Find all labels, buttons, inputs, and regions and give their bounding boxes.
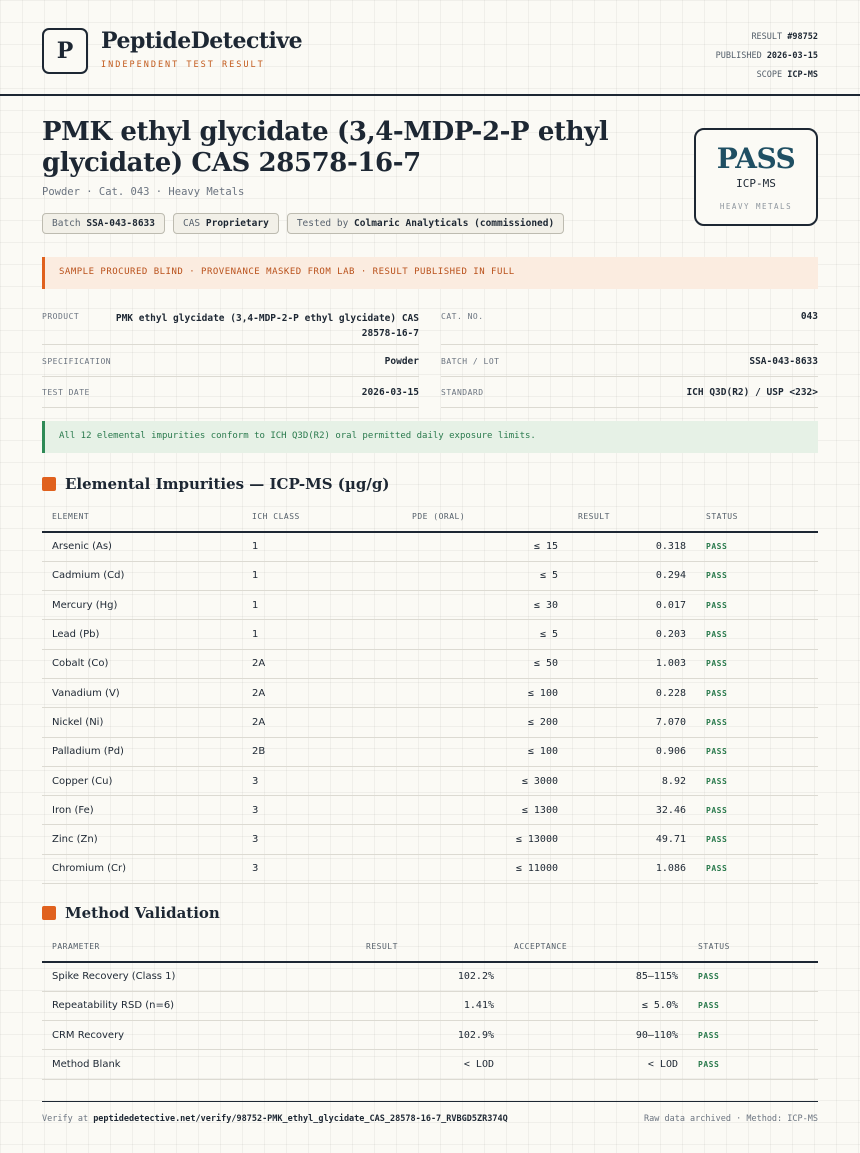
result-value: 0.906 [568, 737, 696, 766]
pde-limit: ≤ 30 [402, 591, 568, 620]
report-header [0, 0, 860, 96]
impurity-row [42, 620, 818, 649]
info-standard-value: ICH Q3D(R2) / USP <232> [686, 387, 818, 398]
brand-logo: P [42, 28, 88, 74]
tested-by-chip [287, 213, 564, 234]
report-footer [42, 1101, 818, 1124]
validation-header-row [42, 932, 818, 962]
pde-limit: ≤ 13000 [402, 825, 568, 854]
validation-heading [42, 904, 220, 922]
status-badge: PASS [696, 708, 818, 737]
ich-class: 1 [242, 532, 402, 561]
impurity-row [42, 649, 818, 678]
impurities-heading [42, 475, 389, 493]
status-badge: PASS [688, 1021, 818, 1050]
parameter-name: Spike Recovery (Class 1) [42, 962, 356, 991]
impurity-row [42, 854, 818, 883]
acceptance-range: 85–115% [504, 962, 688, 991]
info-standard [441, 377, 818, 408]
parameter-name: CRM Recovery [42, 1021, 356, 1050]
impurity-row [42, 737, 818, 766]
result-value: 32.46 [568, 796, 696, 825]
ich-class: 2A [242, 708, 402, 737]
info-product-label: PRODUCT [42, 312, 80, 321]
result-id: #98752 [787, 32, 818, 42]
archive-note: Raw data archived · Method: ICP-MS [644, 1114, 818, 1124]
info-date [42, 377, 419, 408]
pde-limit: ≤ 100 [402, 737, 568, 766]
col-ich-class: ICH CLASS [242, 502, 402, 532]
info-product [42, 303, 419, 345]
element-name: Cobalt (Co) [42, 649, 242, 678]
pde-limit: ≤ 5 [402, 561, 568, 590]
impurity-row [42, 591, 818, 620]
info-catno-value: 043 [800, 311, 818, 322]
info-date-value: 2026-03-15 [361, 387, 419, 398]
info-catno [441, 303, 818, 345]
cas-chip-value: Proprietary [205, 218, 269, 229]
impurity-row [42, 678, 818, 707]
status-badge: PASS [688, 1050, 818, 1079]
col-val-status: STATUS [688, 932, 818, 962]
ich-class: 3 [242, 766, 402, 795]
impurities-title: Elemental Impurities — ICP-MS (µg/g) [65, 475, 390, 493]
status-badge: PASS [696, 796, 818, 825]
element-name: Zinc (Zn) [42, 825, 242, 854]
element-name: Vanadium (V) [42, 678, 242, 707]
info-catno-label: CAT. NO. [441, 312, 484, 321]
ich-class: 1 [242, 561, 402, 590]
result-value: 0.294 [568, 561, 696, 590]
status-badge: PASS [696, 620, 818, 649]
impurity-row [42, 561, 818, 590]
validation-row [42, 962, 818, 991]
info-date-label: TEST DATE [42, 388, 90, 397]
pde-limit: ≤ 15 [402, 532, 568, 561]
status-badge: PASS [696, 737, 818, 766]
verdict-scope: HEAVY METALS [719, 202, 793, 211]
element-name: Nickel (Ni) [42, 708, 242, 737]
status-badge: PASS [696, 561, 818, 590]
info-batch-label: BATCH / LOT [441, 357, 500, 366]
status-badge: PASS [696, 854, 818, 883]
result-value: 102.2% [356, 962, 504, 991]
result-value: 8.92 [568, 766, 696, 795]
ich-class: 3 [242, 825, 402, 854]
result-value: 1.003 [568, 649, 696, 678]
batch-chip [42, 213, 165, 234]
col-pde: PDE (ORAL) [402, 502, 568, 532]
section-marker-icon [42, 906, 56, 920]
ich-class: 3 [242, 796, 402, 825]
info-spec-label: SPECIFICATION [42, 357, 112, 366]
product-chips [42, 213, 564, 234]
impurities-header-row [42, 502, 818, 532]
result-value: 102.9% [356, 1021, 504, 1050]
col-status: STATUS [696, 502, 818, 532]
element-name: Arsenic (As) [42, 532, 242, 561]
verdict-method: ICP-MS [736, 177, 776, 190]
result-value: 1.086 [568, 854, 696, 883]
ich-class: 1 [242, 620, 402, 649]
status-badge: PASS [696, 532, 818, 561]
col-acceptance: ACCEPTANCE [504, 932, 688, 962]
element-name: Mercury (Hg) [42, 591, 242, 620]
ich-class: 2B [242, 737, 402, 766]
ich-class: 3 [242, 854, 402, 883]
conformance-banner: All 12 elemental impurities conform to ICH Q3D(R2) oral permitted daily exposure limits. [42, 421, 818, 453]
element-name: Lead (Pb) [42, 620, 242, 649]
procurement-banner: SAMPLE PROCURED BLIND · PROVENANCE MASKED FROM LAB · RESULT PUBLISHED IN FULL [42, 257, 818, 289]
element-name: Iron (Fe) [42, 796, 242, 825]
status-badge: PASS [696, 678, 818, 707]
status-badge: PASS [696, 766, 818, 795]
impurity-row [42, 532, 818, 561]
pde-limit: ≤ 50 [402, 649, 568, 678]
pde-limit: ≤ 3000 [402, 766, 568, 795]
impurity-row [42, 708, 818, 737]
verify-label: Verify at [42, 1114, 89, 1124]
col-val-result: RESULT [356, 932, 504, 962]
info-batch-value: SSA-043-8633 [749, 356, 818, 367]
tested-by-label: Tested by [296, 218, 349, 229]
impurity-row [42, 796, 818, 825]
ich-class: 1 [242, 591, 402, 620]
result-value: 1.41% [356, 991, 504, 1020]
result-id-label: RESULT [751, 32, 783, 42]
brand-tagline: INDEPENDENT TEST RESULT [101, 60, 265, 70]
status-badge: PASS [696, 825, 818, 854]
col-result: RESULT [568, 502, 696, 532]
result-value: 7.070 [568, 708, 696, 737]
status-badge: PASS [696, 649, 818, 678]
col-element: ELEMENT [42, 502, 242, 532]
verify-link[interactable]: peptidedetective.net/verify/98752-PMK_ethyl_glycidate_CAS_28578-16-7_RVBGD5ZR374Q [93, 1114, 508, 1124]
acceptance-range: < LOD [504, 1050, 688, 1079]
scope-value: ICP-MS [787, 70, 818, 80]
impurity-row [42, 825, 818, 854]
element-name: Palladium (Pd) [42, 737, 242, 766]
verify-line [42, 1114, 508, 1124]
acceptance-range: 90–110% [504, 1021, 688, 1050]
impurities-table [42, 502, 818, 884]
batch-chip-label: Batch [52, 218, 81, 229]
result-value: < LOD [356, 1050, 504, 1079]
product-title: PMK ethyl glycidate (3,4-MDP-2-P ethyl glycidate) CAS 28578-16-7 [42, 117, 609, 178]
validation-row [42, 1021, 818, 1050]
result-value: 49.71 [568, 825, 696, 854]
validation-row [42, 1050, 818, 1079]
pde-limit: ≤ 1300 [402, 796, 568, 825]
verdict-word: PASS [716, 142, 796, 175]
pde-limit: ≤ 100 [402, 678, 568, 707]
info-standard-label: STANDARD [441, 388, 484, 397]
element-name: Cadmium (Cd) [42, 561, 242, 590]
element-name: Chromium (Cr) [42, 854, 242, 883]
parameter-name: Method Blank [42, 1050, 356, 1079]
status-badge: PASS [696, 591, 818, 620]
ich-class: 2A [242, 678, 402, 707]
result-value: 0.228 [568, 678, 696, 707]
validation-row [42, 991, 818, 1020]
scope-label: SCOPE [756, 70, 783, 80]
cas-chip-label: CAS [182, 218, 201, 229]
status-badge: PASS [688, 962, 818, 991]
info-product-value: PMK ethyl glycidate (3,4-MDP-2-P ethyl glycidate) CAS 28578-16-7 [115, 313, 419, 339]
status-badge: PASS [688, 991, 818, 1020]
result-value: 0.017 [568, 591, 696, 620]
result-value: 0.203 [568, 620, 696, 649]
validation-title: Method Validation [65, 904, 220, 922]
validation-table [42, 932, 818, 1080]
info-batch [441, 345, 818, 377]
parameter-name: Repeatability RSD (n=6) [42, 991, 356, 1020]
tested-by-value: Colmaric Analyticals (commissioned) [354, 218, 555, 229]
cas-chip [173, 213, 279, 234]
report-meta [716, 28, 818, 85]
pde-limit: ≤ 200 [402, 708, 568, 737]
verdict-badge [694, 128, 818, 226]
impurity-row [42, 766, 818, 795]
pde-limit: ≤ 5 [402, 620, 568, 649]
ich-class: 2A [242, 649, 402, 678]
section-marker-icon [42, 477, 56, 491]
published-date: 2026-03-15 [766, 51, 818, 61]
info-spec-value: Powder [384, 356, 419, 367]
result-value: 0.318 [568, 532, 696, 561]
acceptance-range: ≤ 5.0% [504, 991, 688, 1020]
col-parameter: PARAMETER [42, 932, 356, 962]
brand-name: PeptideDetective [101, 28, 303, 54]
element-name: Copper (Cu) [42, 766, 242, 795]
product-subtitle: Powder · Cat. 043 · Heavy Metals [42, 186, 245, 198]
info-spec [42, 345, 419, 377]
pde-limit: ≤ 11000 [402, 854, 568, 883]
batch-chip-value: SSA-043-8633 [86, 218, 155, 229]
published-label: PUBLISHED [715, 51, 762, 61]
